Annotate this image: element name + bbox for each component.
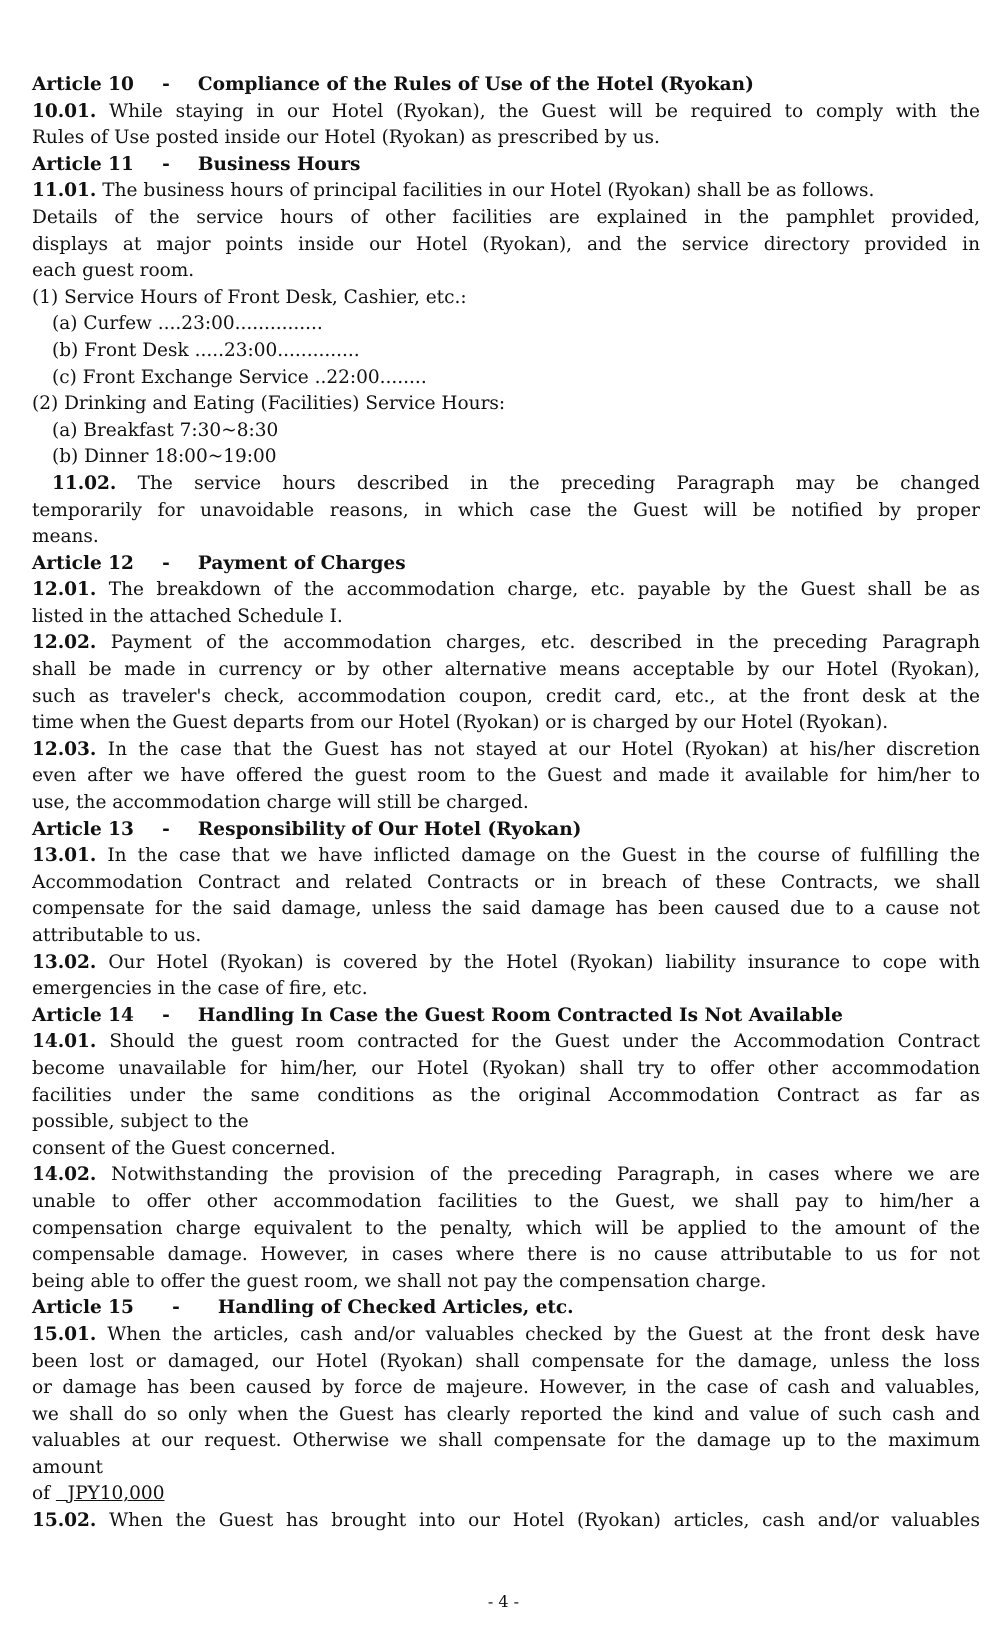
max-amount xyxy=(56,1483,165,1504)
paragraph-line xyxy=(32,178,980,205)
paragraph-line: use, the accommodation charge will still be charged. xyxy=(32,792,529,814)
paragraph-line: attributable to us. xyxy=(32,925,202,946)
paragraph-line: being able to offer the guest room, we shall not pay the compensation charge. xyxy=(32,1270,767,1292)
paragraph-line: Rules of Use posted inside our Hotel (Ryokan) as prescribed by us. xyxy=(32,127,660,149)
paragraph-line: possible, subject to the xyxy=(32,1111,249,1133)
article-number: Article 10 xyxy=(32,74,134,95)
article-title: Business Hours xyxy=(197,153,361,175)
paragraph-number: 11.01. xyxy=(32,180,97,202)
article-11-heading xyxy=(32,152,980,179)
paragraph-line: facilities under the same conditions as the original Accommodation Contract as far as xyxy=(32,1084,980,1106)
article-title: Responsibility of Our Hotel (Ryokan) xyxy=(197,818,582,840)
paragraph-line xyxy=(32,1481,980,1508)
paragraph-number: 15.01. xyxy=(32,1323,97,1345)
paragraph-line xyxy=(32,843,980,870)
article-number: Article 13 xyxy=(32,818,134,840)
paragraph-line: consent of the Guest concerned. xyxy=(32,1137,336,1159)
paragraph-line: Details of the service hours of other facilities are explained in the pamphlet provided, xyxy=(32,206,980,228)
paragraph-line xyxy=(32,577,980,604)
article-number: Article 11 xyxy=(32,153,134,175)
article-number: Article 14 xyxy=(32,1004,134,1026)
paragraph-number: 13.02. xyxy=(32,951,97,973)
paragraph-line: means. xyxy=(32,526,99,548)
paragraph-number: 13.01. xyxy=(32,845,97,867)
max-amount-value: JPY10,000 xyxy=(67,1483,165,1505)
paragraph-line: time when the Guest departs from our Hotel (Ryokan) or is charged by our Hotel (Ryokan). xyxy=(32,712,889,734)
article-title: Handling In Case the Guest Room Contracted Is Not Available xyxy=(197,1004,843,1026)
list-item: (b) Dinner 18:00~19:00 xyxy=(52,446,277,468)
heading-dash: - xyxy=(162,552,170,574)
article-15-heading xyxy=(32,1295,980,1322)
article-10-heading xyxy=(32,72,980,99)
paragraph-line: valuables at our request. Otherwise we shall compensate for the damage up to the maximum xyxy=(32,1430,980,1452)
article-title: Compliance of the Rules of Use of the Hotel (Ryokan) xyxy=(197,74,754,95)
paragraph-line xyxy=(32,1322,980,1349)
line-text: of xyxy=(32,1483,50,1505)
paragraph-line xyxy=(32,99,980,126)
line-text: When the Guest has brought into our Hotel (Ryokan) articles, cash and/or valuables xyxy=(109,1510,980,1532)
paragraph-line xyxy=(32,737,980,764)
line-text: The service hours described in the preceding Paragraph may be changed xyxy=(137,472,980,494)
paragraph-line: compensable damage. However, in cases where there is no cause attributable to us for not xyxy=(32,1244,980,1266)
list-item: (b) Front Desk .....23:00.............. xyxy=(52,339,360,361)
paragraph-line: emergencies in the case of fire, etc. xyxy=(32,978,368,1000)
article-title: Payment of Charges xyxy=(197,552,406,574)
line-text: While staying in our Hotel (Ryokan), the Guest will be required to comply with the xyxy=(109,100,980,122)
line-text: In the case that the Guest has not stayed at our Hotel (Ryokan) at his/her discretion xyxy=(107,738,980,760)
paragraph-number: 12.02. xyxy=(32,632,97,654)
article-number: Article 12 xyxy=(32,552,134,574)
paragraph-line: we shall do so only when the Guest has clearly reported the kind and value of such cash and xyxy=(32,1403,980,1425)
paragraph-line: displays at major points inside our Hotel (Ryokan), and the service directory provided in xyxy=(32,233,980,255)
document-page xyxy=(32,72,980,1535)
line-text: Payment of the accommodation charges, etc. described in the preceding Paragraph xyxy=(110,632,980,654)
paragraph-line: compensation charge equivalent to the penalty, which will be applied to the amount of the xyxy=(32,1217,980,1239)
paragraph-line: such as traveler's check, accommodation coupon, credit card, etc., at the front desk at the xyxy=(32,685,980,707)
article-number: Article 15 xyxy=(32,1297,134,1319)
paragraph-number: 15.02. xyxy=(32,1510,97,1532)
paragraph-number: 12.03. xyxy=(32,738,97,760)
heading-dash: - xyxy=(172,1297,180,1319)
heading-dash: - xyxy=(162,1004,170,1026)
paragraph-line xyxy=(32,471,980,498)
paragraph-line: amount xyxy=(32,1456,103,1478)
paragraph-line: Accommodation Contract and related Contracts or in breach of these Contracts, we shall xyxy=(32,871,980,893)
article-12-heading xyxy=(32,551,980,578)
article-13-heading xyxy=(32,817,980,844)
article-14-heading xyxy=(32,1003,980,1030)
paragraph-line: temporarily for unavoidable reasons, in which case the Guest will be notified by proper xyxy=(32,499,980,521)
line-text: Our Hotel (Ryokan) is covered by the Hotel (Ryokan) liability insurance to cope with xyxy=(108,951,980,973)
paragraph-line xyxy=(32,950,980,977)
paragraph-line: listed in the attached Schedule I. xyxy=(32,605,343,627)
list-title: (1) Service Hours of Front Desk, Cashier, etc.: xyxy=(32,286,467,308)
line-text: In the case that we have inflicted damage on the Guest in the course of fulfilling the xyxy=(107,845,980,867)
list-item: (c) Front Exchange Service ..22:00........ xyxy=(52,366,427,388)
paragraph-line: each guest room. xyxy=(32,260,195,282)
line-text: Should the guest room contracted for the Guest under the Accommodation Contract xyxy=(109,1031,980,1053)
heading-dash: - xyxy=(162,153,170,175)
line-text: When the articles, cash and/or valuables checked by the Guest at the front desk have xyxy=(107,1323,980,1345)
paragraph-number: 12.01. xyxy=(32,579,97,601)
paragraph-line xyxy=(32,1508,980,1535)
paragraph-line: compensate for the said damage, unless the said damage has been caused due to a cause not xyxy=(32,898,980,920)
heading-dash: - xyxy=(162,818,170,840)
line-text: The breakdown of the accommodation charge, etc. payable by the Guest shall be as xyxy=(108,579,980,601)
list-item: (a) Breakfast 7:30~8:30 xyxy=(52,419,279,441)
paragraph-line: shall be made in currency or by other alternative means acceptable by our Hotel (Ryokan), xyxy=(32,659,980,681)
paragraph-number: 14.02. xyxy=(32,1164,97,1186)
paragraph-line xyxy=(32,630,980,657)
line-text: The business hours of principal facilities in our Hotel (Ryokan) shall be as follows. xyxy=(102,180,875,202)
paragraph-line: been lost or damaged, our Hotel (Ryokan) shall compensate for the damage, unless the loss xyxy=(32,1350,980,1372)
paragraph-line xyxy=(32,1162,980,1189)
heading-dash: - xyxy=(162,74,170,95)
paragraph-line: even after we have offered the guest room to the Guest and made it available for him/her to xyxy=(32,765,980,787)
paragraph-number: 11.02. xyxy=(52,472,117,494)
page-number: - 4 - xyxy=(487,1592,520,1611)
paragraph-line: unable to offer other accommodation facilities to the Guest, we shall pay to him/her a xyxy=(32,1190,980,1212)
paragraph-line: become unavailable for him/her, our Hotel (Ryokan) shall try to offer other accommodation xyxy=(32,1057,980,1079)
article-title: Handling of Checked Articles, etc. xyxy=(217,1297,574,1319)
paragraph-line: or damage has been caused by force de majeure. However, in the case of cash and valuables, xyxy=(32,1377,980,1399)
list-title: (2) Drinking and Eating (Facilities) Service Hours: xyxy=(32,393,506,415)
paragraph-number: 10.01. xyxy=(32,100,97,122)
line-text: Notwithstanding the provision of the preceding Paragraph, in cases where we are xyxy=(111,1164,980,1186)
list-item: (a) Curfew ....23:00............... xyxy=(52,313,323,335)
paragraph-line xyxy=(32,1029,980,1056)
paragraph-number: 14.01. xyxy=(32,1031,97,1053)
